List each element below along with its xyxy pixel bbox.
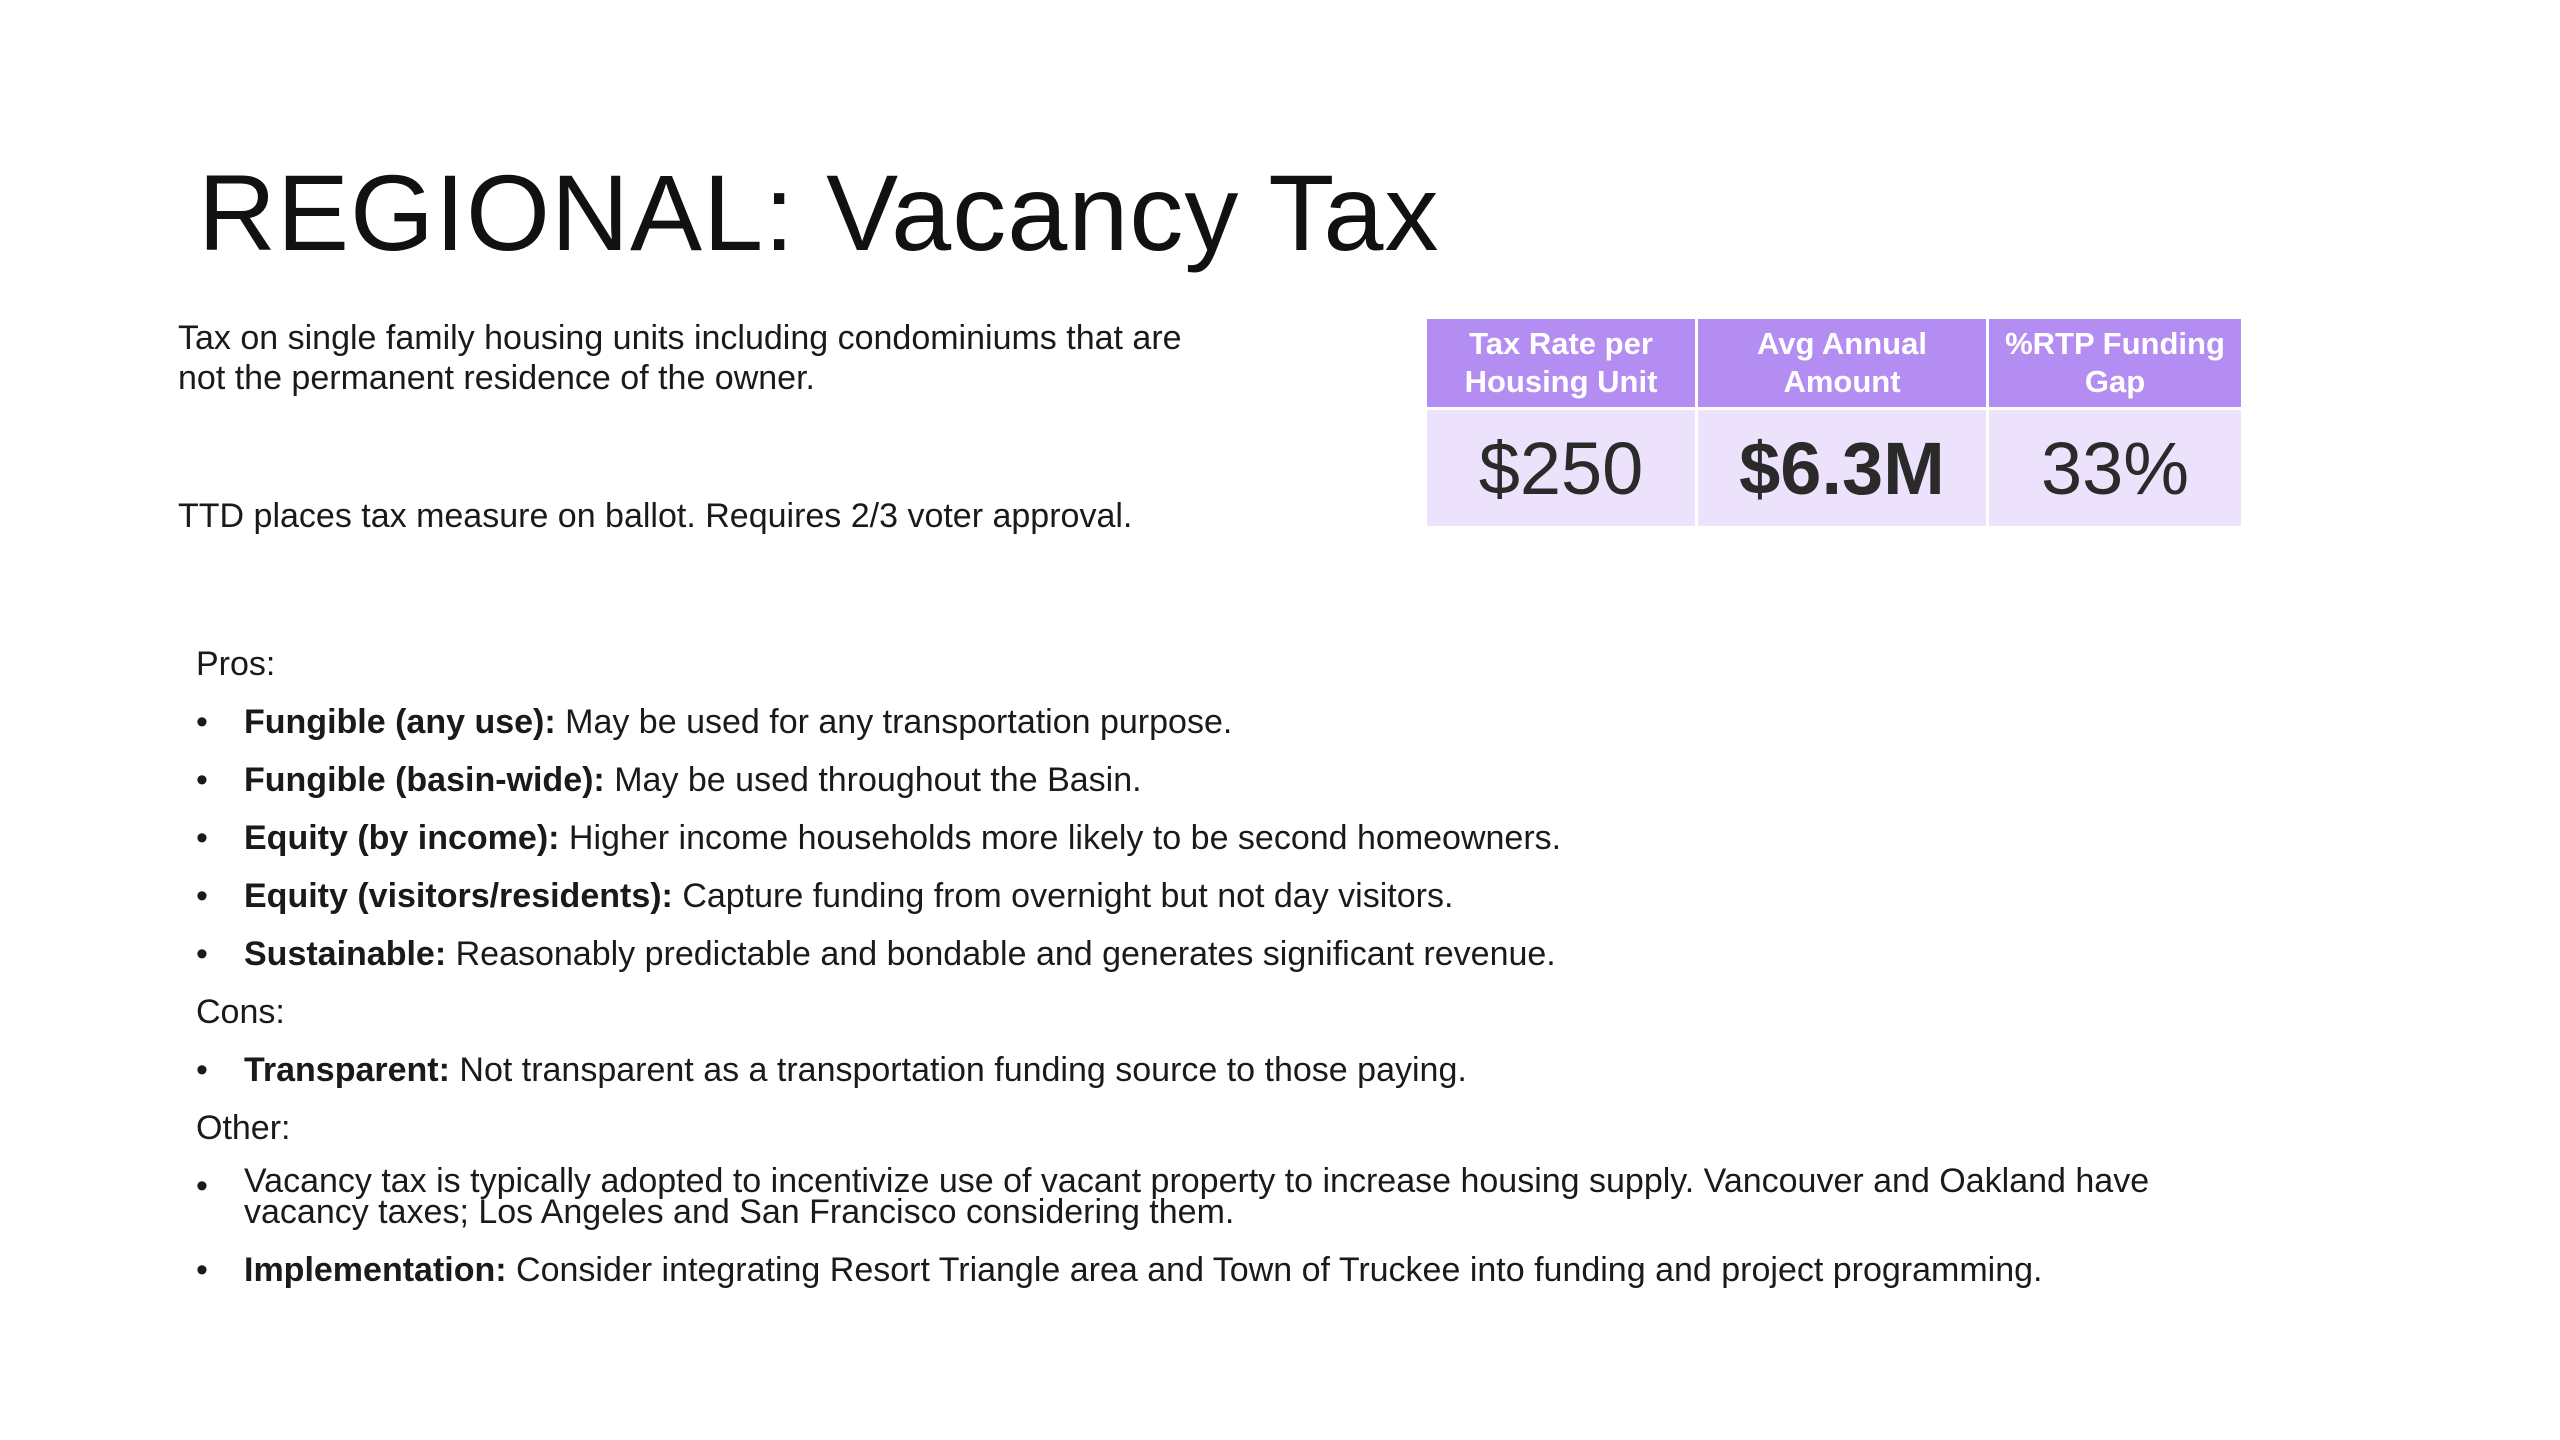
cons-list [196, 1050, 2246, 1090]
item-text: Consider integrating Resort Triangle area and Town of Truckee into funding and project programming. [506, 1251, 2043, 1289]
stats-value-avg-annual: $6.3M [1698, 410, 1986, 526]
item-term: Equity (by income): [244, 819, 560, 857]
bullet-icon: • [196, 1051, 208, 1089]
stats-value-funding-gap: 33% [1989, 410, 2241, 526]
list-item [196, 1162, 2246, 1232]
pros-label: Pros: [196, 645, 276, 683]
other-label: Other: [196, 1109, 291, 1147]
item-term: Transparent: [244, 1051, 450, 1089]
stats-header-row [1427, 319, 2241, 407]
intro-text: Tax on single family housing units including condominiums that are not the permanent residence of the owner. [178, 319, 1182, 397]
list-item [196, 702, 2246, 742]
list-item [196, 1250, 2246, 1290]
stats-header-avg-annual: Avg Annual Amount [1698, 319, 1986, 407]
item-text: Vacancy tax is typically adopted to incentivize use of vacant property to increase housing supply. Vancouver and Oakland have vacancy taxes; Los Angeles and San Francisco considering them. [244, 1162, 2150, 1231]
stats-value-row [1427, 410, 2241, 526]
pros-list [196, 702, 2246, 974]
item-text: May be used throughout the Basin. [604, 761, 1142, 799]
item-text: Capture funding from overnight but not day visitors. [672, 877, 1454, 915]
list-item [196, 818, 2246, 858]
slide-title: REGIONAL: Vacancy Tax [198, 152, 1440, 273]
stats-value-tax-rate: $250 [1427, 410, 1695, 526]
item-text: Not transparent as a transportation funding source to those paying. [449, 1051, 1467, 1089]
bullet-icon: • [196, 703, 208, 741]
bullet-icon: • [196, 1167, 208, 1205]
stats-header-funding-gap: %RTP Funding Gap [1989, 319, 2241, 407]
item-text: Reasonably predictable and bondable and generates significant revenue. [446, 935, 1556, 973]
list-item [196, 1050, 2246, 1090]
bullet-icon: • [196, 935, 208, 973]
cons-label: Cons: [196, 993, 285, 1031]
ballot-text: TTD places tax measure on ballot. Requires 2/3 voter approval. [178, 497, 1133, 535]
item-term: Implementation: [244, 1251, 507, 1289]
list-item [196, 934, 2246, 974]
item-text: Higher income households more likely to be second homeowners. [559, 819, 1562, 857]
other-list [196, 1162, 2246, 1290]
item-term: Equity (visitors/residents): [244, 877, 673, 915]
bullet-icon: • [196, 761, 208, 799]
item-term: Sustainable: [244, 935, 447, 973]
item-term: Fungible (any use): [244, 703, 556, 741]
bullet-icon: • [196, 1251, 208, 1289]
pros-cons-section [196, 644, 2246, 1308]
bullet-icon: • [196, 877, 208, 915]
item-term: Fungible (basin-wide): [244, 761, 605, 799]
stats-header-tax-rate: Tax Rate per Housing Unit [1427, 319, 1695, 407]
item-text: May be used for any transportation purpose. [555, 703, 1233, 741]
list-item [196, 876, 2246, 916]
stats-table [1424, 316, 2244, 529]
bullet-icon: • [196, 819, 208, 857]
list-item [196, 760, 2246, 800]
